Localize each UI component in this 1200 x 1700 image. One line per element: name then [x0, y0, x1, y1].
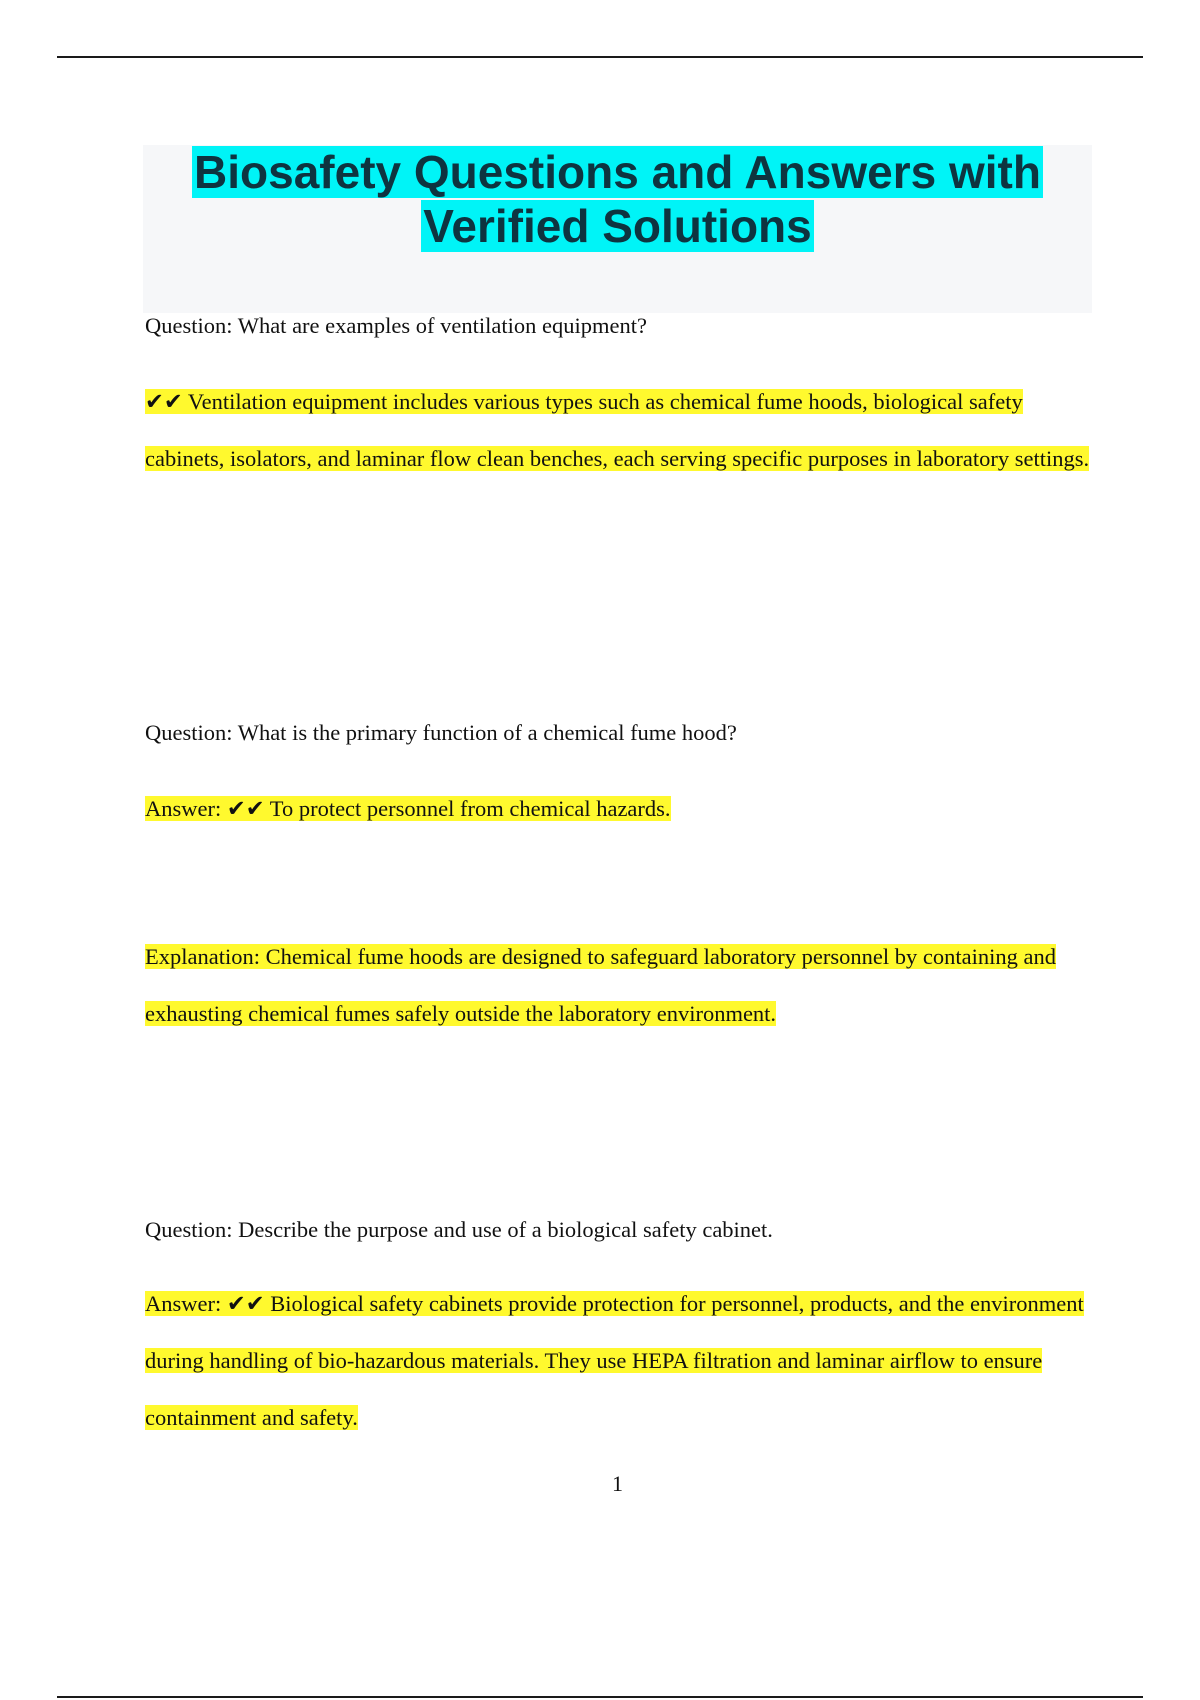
- footer-rule: [57, 1696, 1143, 1698]
- explanation-2: [145, 928, 1095, 1042]
- title-line-1: Biosafety Questions and Answers with: [194, 146, 1041, 198]
- answer-1: [145, 373, 1095, 487]
- answer-3-text: Answer: ✔✔ Biological safety cabinets provide protection for personnel, products, and the environment during handling of bio-hazardous materials. They use HEPA filtration and laminar airflow to ensure containment and safety.: [145, 1291, 1084, 1430]
- answer-2: [145, 780, 1095, 837]
- document-title: [143, 145, 1092, 253]
- title-line-2: Verified Solutions: [423, 200, 812, 252]
- header-rule: [57, 56, 1143, 58]
- page-number: 1: [612, 1471, 623, 1496]
- question-3-text: Question: Describe the purpose and use of a biological safety cabinet.: [145, 1217, 773, 1242]
- question-1-text: Question: What are examples of ventilation equipment?: [145, 313, 647, 338]
- explanation-2-text: Explanation: Chemical fume hoods are designed to safeguard laboratory personnel by containing and exhausting chemical fumes safely outside the laboratory environment.: [145, 944, 1056, 1026]
- answer-1-text: ✔✔ Ventilation equipment includes various types such as chemical fume hoods, biological safety cabinets, isolators, and laminar flow clean benches, each serving specific purposes in laboratory settings.: [145, 389, 1090, 471]
- question-1: [145, 311, 1095, 341]
- question-3: [145, 1215, 1095, 1245]
- question-2: [145, 718, 1095, 748]
- answer-2-text: Answer: ✔✔ To protect personnel from chemical hazards.: [145, 796, 671, 821]
- answer-3: [145, 1275, 1095, 1446]
- question-2-text: Question: What is the primary function of a chemical fume hood?: [145, 720, 737, 745]
